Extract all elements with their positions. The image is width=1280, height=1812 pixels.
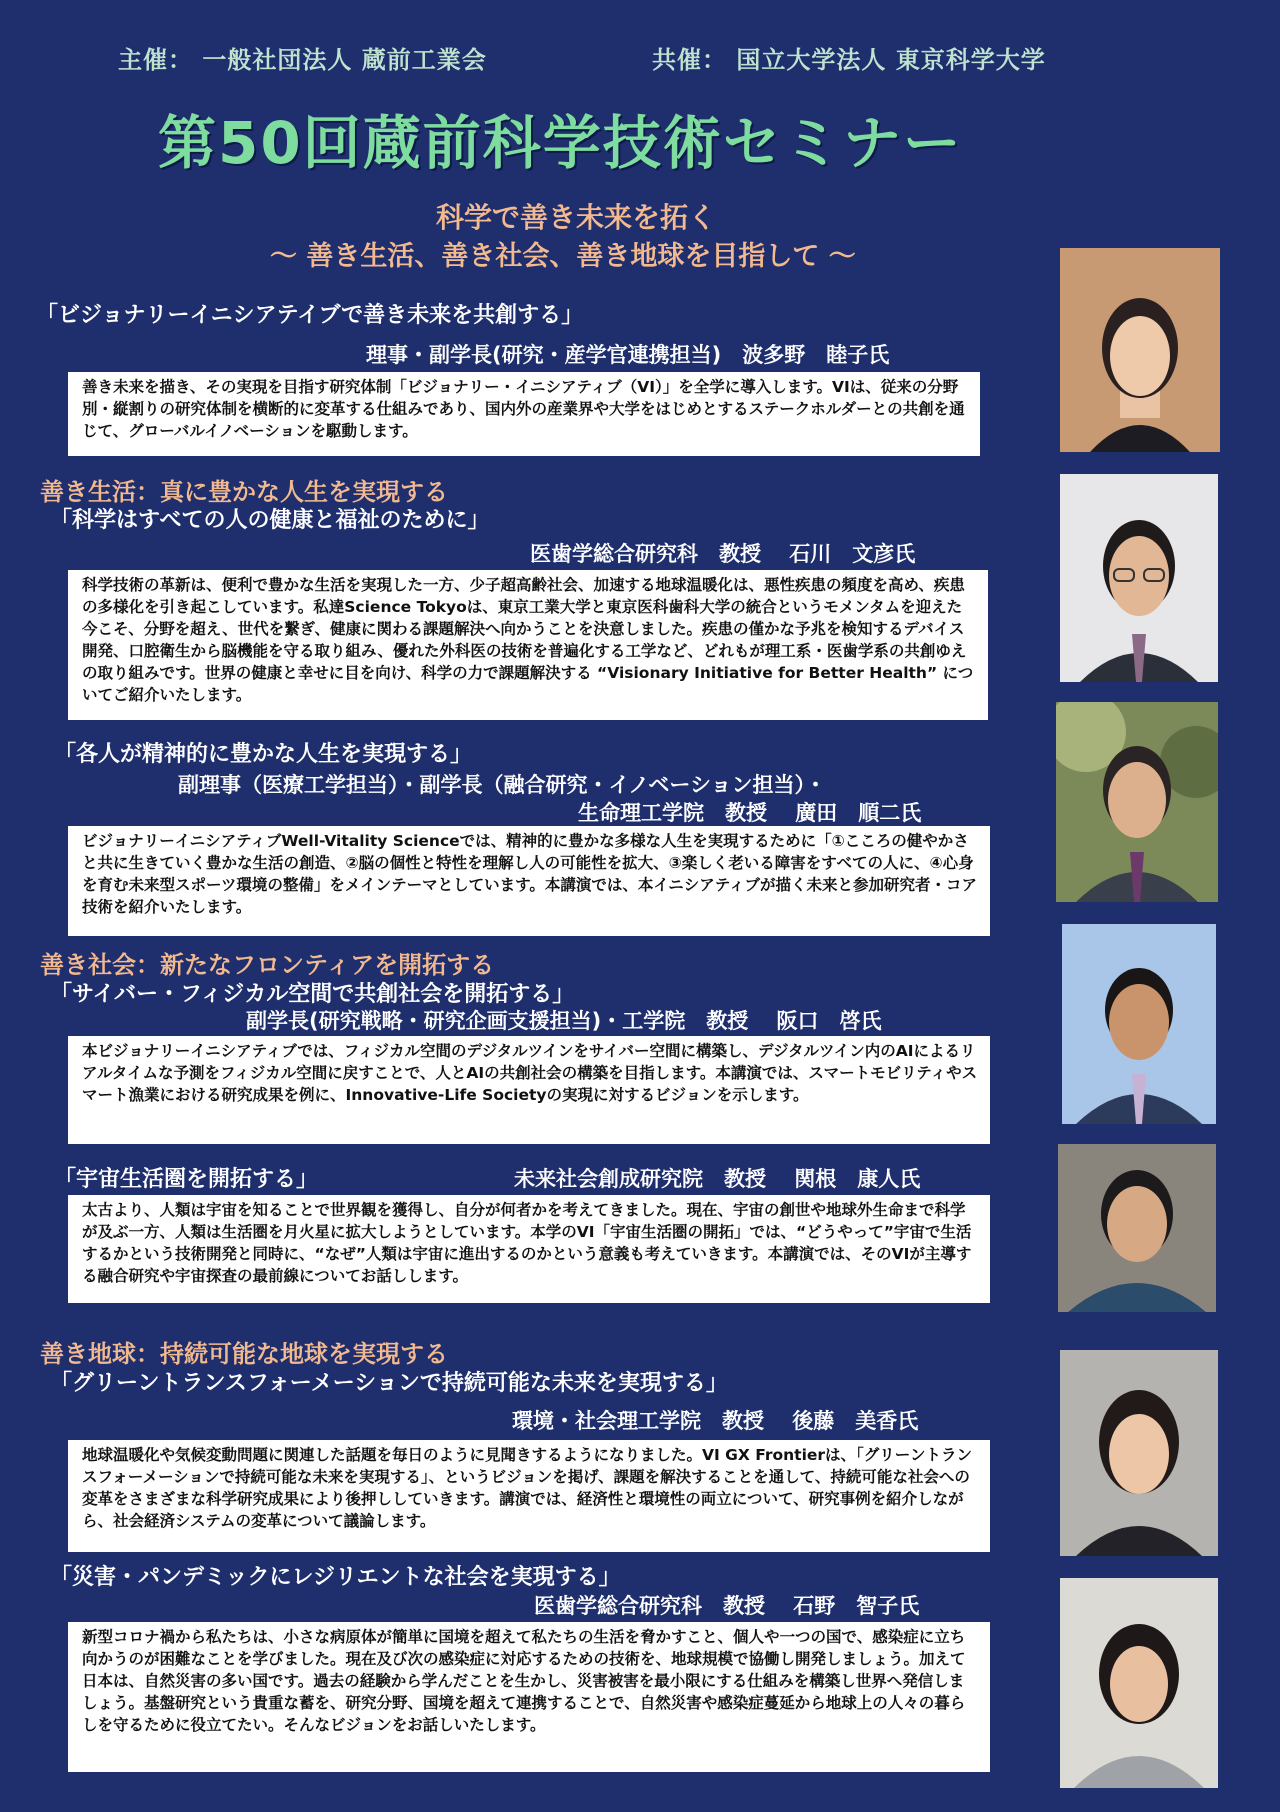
talk-2-title: 「科学はすべての人の健康と福祉のために」 [50,508,490,533]
talk-6-abstract: 地球温暖化や気候変動問題に関連した話題を毎日のように見聞きするようになりました。VI GX Frontierは、「グリーントランスフォーメーションで持続可能な未来を実現する」、というビジョンを掲げ、課題を解決することを通して、持続可能な社会への変革をさまざまな科学研究成果により後押ししていきます。講演では、経済性と環境性の両立について、研究事例を紹介しながら、社会経済システムの変革について議論します。 [68,1440,990,1552]
page-title: 第50回蔵前科学技術セミナー [158,109,963,177]
subtheme-text: ～ 善き生活、善き社会、善き地球を目指して ～ [270,241,856,272]
talk-1-title: 「ビジョナリーイニシアテイブで善き未来を共創する」 [36,303,584,328]
talk-7-abstract: 新型コロナ禍から私たちは、小さな病原体が簡単に国境を超えて私たちの生活を脅かすこと、個人や一つの国で、感染症に立ち向かうのが困難なことを学びました。現在及び次の感染症に対応するための技術を、地球規模で協働し開発しましょう。加えて日本は、自然災害の多い国です。過去の経験から学んだことを生かし、災害被害を最小限にする仕組みを構築し世界へ発信しましょう。基盤研究という貴重な蓄を、研究分野、国境を超えて連携することで、自然災害や感染症蔓延から地球上の人々の暮らしを守るために役立てたい。そんなビジョンをお話しいたします。 [68,1622,990,1772]
speaker-photo-hirota [1056,702,1218,902]
talk-6-title: 「グリーントランスフォーメーションで持続可能な未来を実現する」 [50,1371,728,1396]
talk-6-speaker: 環境・社会理工学院 教授 後藤 美香氏 [512,1409,919,1433]
organizer-text: 主催： 一般社団法人 蔵前工業会 [118,46,487,74]
talk-5-abstract: 太古より、人類は宇宙を知ることで世界観を獲得し、自分が何者かを考えてきました。現在、宇宙の創世や地球外生命まで科学が及ぶ一方、人類は生活圏を月火星に拡大しようとしています。本学のVI「宇宙生活圏の開拓」では、“どうやって”宇宙で生活するかという技術開発と同時に、“なぜ”人類は宇宙に進出するのかという意義も考えていきます。本講演では、そのVIが主導する融合研究や宇宙探査の最前線についてお話しします。 [68,1195,990,1303]
talk-4-abstract: 本ビジョナリーイニシアティブでは、フィジカル空間のデジタルツインをサイバー空間に構築し、デジタルツイン内のAIによるリアルタイムな予測をフィジカル空間に戻すことで、人とAIの共創社会の構築を目指します。本講演では、スマートモビリティやスマート漁業における研究成果を例に、Innovative-Life Societyの実現に対するビジョンを示します。 [68,1036,990,1144]
speaker-photo-hatano [1060,248,1220,452]
speaker-photo-ishikawa [1060,474,1218,682]
talk-1-abstract: 善き未来を描き、その実現を目指す研究体制「ビジョナリー・イニシアティブ（VI）」を全学に導入します。VIは、従来の分野別・縦割りの研究体制を横断的に変革する仕組みであり、国内外の産業界や大学をはじめとするステークホルダーとの共創を通じて、グローバルイノベーションを駆動します。 [68,372,980,456]
speaker-photo-sakaguchi [1062,924,1216,1124]
speaker-photo-goto [1060,1350,1218,1556]
speaker-photo-sekine [1058,1144,1216,1312]
talk-7-speaker: 医歯学総合研究科 教授 石野 智子氏 [534,1594,920,1618]
talk-5-title: 「宇宙生活圏を開拓する」 [54,1167,319,1192]
speaker-photo-ishino [1060,1578,1218,1788]
cosponsor-text: 共催： 国立大学法人 東京科学大学 [652,46,1046,74]
talk-3-title: 「各人が精神的に豊かな人生を実現する」 [54,742,473,767]
talk-3-speaker-line1: 副理事（医療工学担当）・副学長（融合研究・イノベーション担当）・ [178,773,827,797]
talk-2-abstract: 科学技術の革新は、便利で豊かな生活を実現した一方、少子超高齢社会、加速する地球温暖化は、悪性疾患の頻度を高め、疾患の多様化を引き起こしています。私達Science Tokyoは、東京工業大学と東京医科歯科大学の統合というモメンタムを迎えた今こそ、分野を超え、世代を繋ぎ、健康に関わる課題解決へ向かうことを決意しました。疾患の僅かな予兆を検知するデバイス開発、口腔衛生から脳機能を守る取り組み、優れた外科医の技術を普遍化する工学など、どれもが理工系・医歯学系の共創ゆえの取り組みです。世界の健康と幸せに目を向け、科学の力で課題解決する “Visionary Initiative for Better Health” についてご紹介いたします。 [68,570,988,720]
talk-4-speaker: 副学長(研究戦略・研究企画支援担当)・工学院 教授 阪口 啓氏 [246,1009,882,1033]
talk-5-speaker: 未来社会創成研究院 教授 関根 康人氏 [514,1167,921,1191]
talk-4-title: 「サイバー・フィジカル空間で共創社会を開拓する」 [50,982,575,1007]
talk-1-speaker: 理事・副学長(研究・産学官連携担当) 波多野 睦子氏 [366,343,890,367]
talk-3-speaker-line2: 生命理工学院 教授 廣田 順二氏 [578,801,922,825]
theme-text: 科学で善き未来を拓く [436,201,717,234]
talk-3-abstract: ビジョナリーイニシアティブWell-Vitality Scienceでは、精神的に豊かな多様な人生を実現するために「①こころの健やかさと共に生きていく豊かな生活の創造、②脳の個性と特性を理解し人の可能性を拡大、③楽しく老いる障害をすべての人に、④心身を育む未来型スポーツ環境の整備」をメインテーマとしています。本講演では、本イニシアティブが描く未来と参加研究者・コア技術を紹介いたします。 [68,826,990,936]
section-good-earth: 善き地球：持続可能な地球を実現する [40,1340,448,1368]
talk-2-speaker: 医歯学総合研究科 教授 石川 文彦氏 [530,542,916,566]
section-good-life: 善き生活：真に豊かな人生を実現する [40,478,448,506]
section-good-society: 善き社会：新たなフロンティアを開拓する [40,951,495,979]
talk-7-title: 「災害・パンデミックにレジリエントな社会を実現する」 [50,1565,621,1590]
